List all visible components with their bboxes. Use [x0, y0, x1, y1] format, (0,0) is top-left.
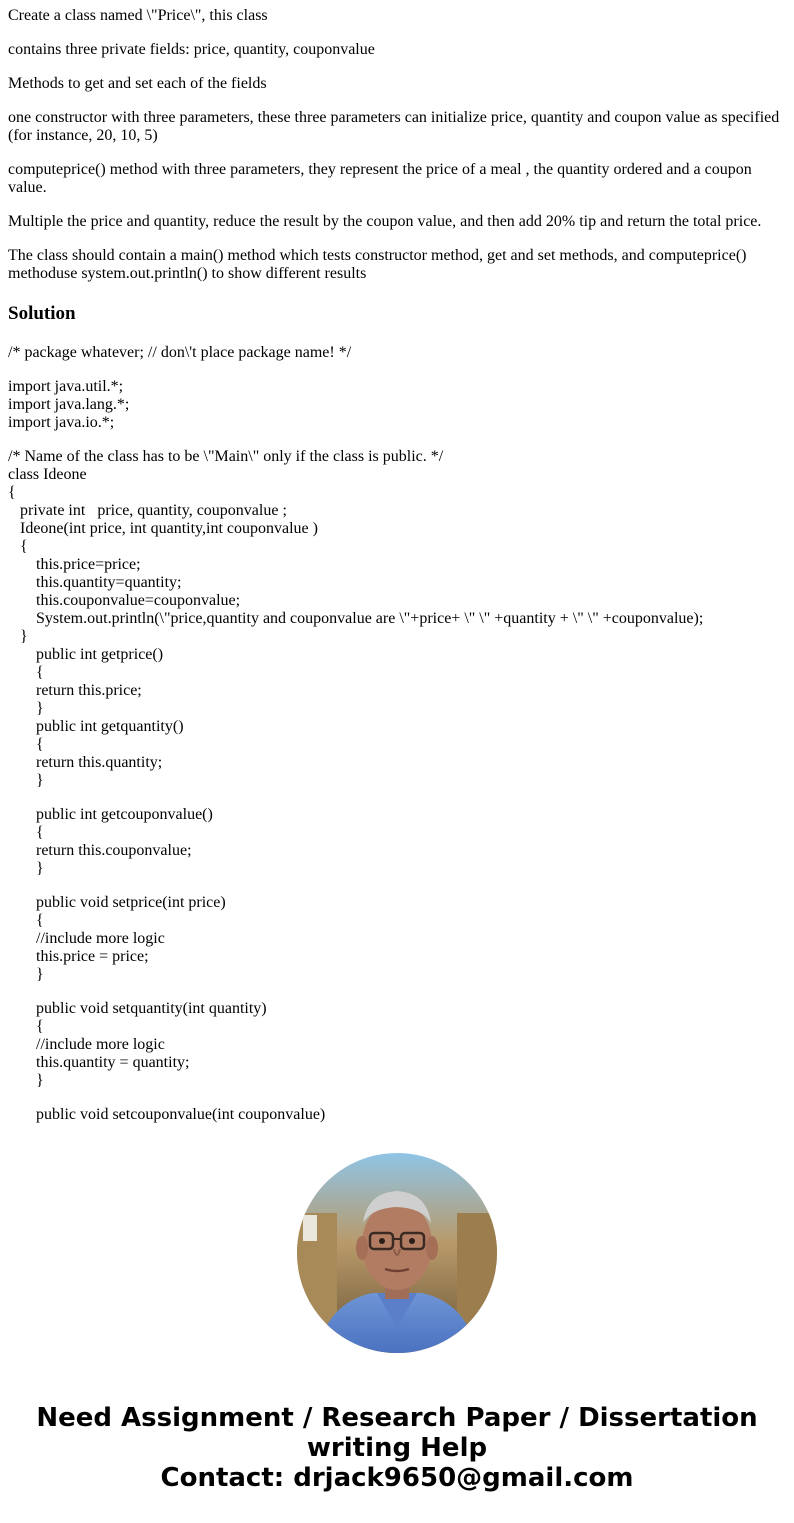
code-line: { — [8, 664, 44, 681]
code-line: this.couponvalue=couponvalue; — [8, 592, 241, 609]
question-paragraph-7: The class should contain a main() method which tests constructor method, get and set methods, and computeprice() methoduse system.out.println() to show different results — [8, 247, 747, 282]
code-line: { — [8, 538, 28, 555]
code-line: public int getprice() — [8, 646, 164, 663]
code-line: { — [8, 736, 44, 753]
code-line: //include more logic — [8, 1036, 165, 1053]
question-paragraph-5: computeprice() method with three parameters, they represent the price of a meal , the quantity ordered and a coupon value. — [8, 161, 752, 196]
code-line: this.price=price; — [8, 556, 141, 573]
code-line: //include more logic — [8, 930, 165, 947]
code-line: this.quantity=quantity; — [8, 574, 182, 591]
code-line: } — [8, 628, 28, 645]
promo-line-2: writing Help — [306, 1433, 488, 1463]
code-line: } — [8, 860, 44, 877]
question-paragraph-1: Create a class named \"Price\", this class — [8, 7, 268, 24]
code-line: } — [8, 700, 44, 717]
code-line: private int price, quantity, couponvalue ; — [8, 502, 287, 519]
code-line: return this.couponvalue; — [8, 842, 192, 859]
question-paragraph-3: Methods to get and set each of the fields — [8, 75, 267, 92]
code-line: System.out.println(\"price,quantity and couponvalue are \"+price+ \" \" +quantity + \" \" +couponvalue); — [8, 610, 704, 627]
code-line: } — [8, 772, 44, 789]
solution-code — [8, 344, 786, 1123]
solution-heading: Solution — [8, 303, 76, 324]
code-line: { — [8, 1018, 44, 1035]
code-blank-line — [8, 362, 786, 378]
code-line: import java.util.*; — [8, 378, 124, 395]
code-line: public void setquantity(int quantity) — [8, 1000, 267, 1017]
author-portrait — [297, 1153, 497, 1353]
code-line: } — [8, 1072, 44, 1089]
code-line: public void setcouponvalue(int couponvalue) — [8, 1106, 326, 1123]
code-line: public int getcouponvalue() — [8, 806, 213, 823]
question-paragraph-4: one constructor with three parameters, these three parameters can initialize price, quantity and coupon value as specified (for instance, 20, 10, 5) — [8, 109, 780, 144]
code-blank-line — [8, 878, 786, 894]
code-line: { — [8, 484, 16, 501]
code-line: public void setprice(int price) — [8, 894, 226, 911]
code-line: return this.quantity; — [8, 754, 163, 771]
code-line: { — [8, 912, 44, 929]
code-line: import java.lang.*; — [8, 396, 130, 413]
promo-line-1: Need Assignment / Research Paper / Dissertation — [36, 1403, 758, 1433]
promo-contact: Contact: drjack9650@gmail.com — [160, 1463, 634, 1493]
code-blank-line — [8, 984, 786, 1000]
code-line: /* Name of the class has to be \"Main\" only if the class is public. */ — [8, 448, 444, 465]
code-blank-line — [8, 432, 786, 448]
code-line: } — [8, 966, 44, 983]
code-line: Ideone(int price, int quantity,int couponvalue ) — [8, 520, 318, 537]
question-paragraph-2: contains three private fields: price, quantity, couponvalue — [8, 41, 375, 58]
code-line: this.quantity = quantity; — [8, 1054, 190, 1071]
code-line: class Ideone — [8, 466, 87, 483]
code-blank-line — [8, 1090, 786, 1106]
code-line: public int getquantity() — [8, 718, 184, 735]
code-line: import java.io.*; — [8, 414, 115, 431]
code-line: { — [8, 824, 44, 841]
author-avatar — [297, 1153, 497, 1353]
code-line: /* package whatever; // don\'t place package name! */ — [8, 344, 352, 361]
code-line: this.price = price; — [8, 948, 149, 965]
question-paragraph-6: Multiple the price and quantity, reduce the result by the coupon value, and then add 20% tip and return the total price. — [8, 213, 762, 230]
promo-banner — [0, 1403, 794, 1493]
code-line: return this.price; — [8, 682, 142, 699]
code-blank-line — [8, 790, 786, 806]
